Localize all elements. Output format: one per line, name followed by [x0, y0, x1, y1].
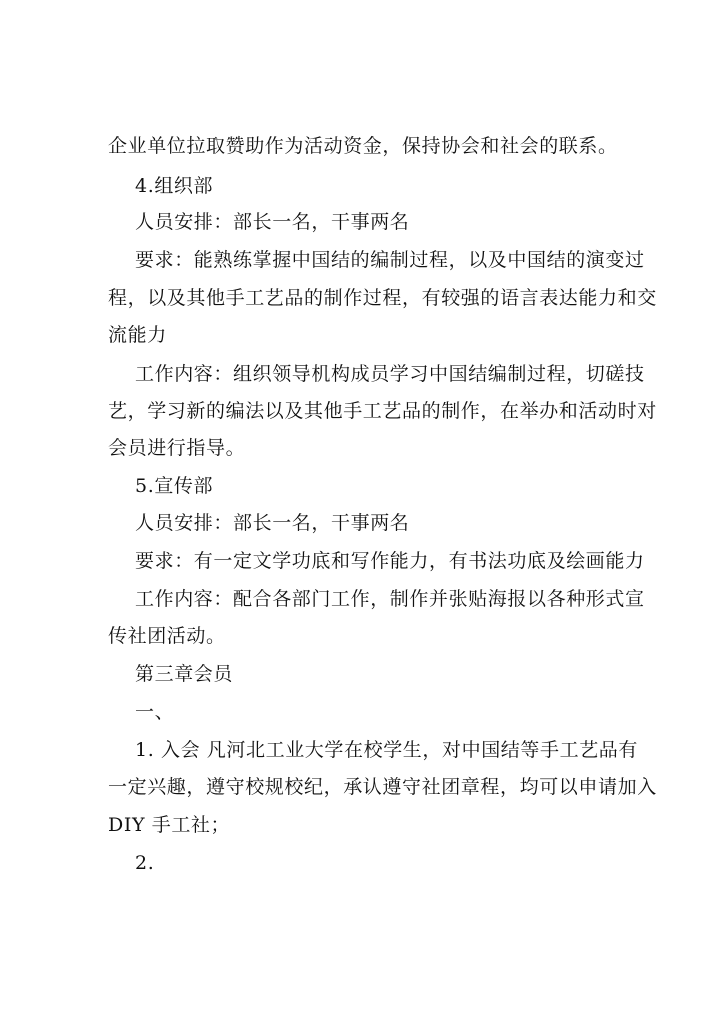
text-line-1: 企业单位拉取赞助作为活动资金，保持协会和社会的联系。 [108, 135, 618, 157]
text-line-20: 2. [135, 852, 155, 874]
text-line-14: 传社团活动。 [108, 625, 226, 647]
text-line-5: 程，以及其他手工艺品的制作过程，有较强的语言表达能力和交 [108, 287, 657, 309]
text-line-6: 流能力 [108, 324, 167, 346]
text-line-17: 1. 入会 凡河北工业大学在校学生，对中国结等手工艺品有 [135, 739, 639, 761]
text-line-11: 人员安排：部长一名，干事两名 [135, 512, 410, 534]
text-line-8: 艺，学习新的编法以及其他手工艺品的制作，在举办和活动时对 [108, 400, 657, 422]
section-heading-publicity: 5.宣传部 [135, 475, 214, 497]
text-line-3: 人员安排：部长一名，干事两名 [135, 211, 410, 233]
text-line-13: 工作内容：配合各部门工作，制作并张贴海报以各种形式宣 [135, 588, 645, 610]
text-line-7: 工作内容：组织领导机构成员学习中国结编制过程，切磋技 [135, 363, 645, 385]
section-heading-organization: 4.组织部 [135, 175, 214, 197]
chapter-heading-members: 第三章会员 [135, 663, 234, 685]
text-line-18: 一定兴趣，遵守校规校纪，承认遵守社团章程，均可以申请加入 [108, 776, 657, 798]
text-line-12: 要求：有一定文学功底和写作能力，有书法功底及绘画能力 [135, 550, 645, 572]
text-line-16: 一、 [135, 701, 175, 723]
text-line-19: DIY 手工社； [108, 814, 231, 836]
text-line-4: 要求：能熟练掌握中国结的编制过程，以及中国结的演变过 [135, 249, 645, 271]
text-line-9: 会员进行指导。 [108, 437, 246, 459]
